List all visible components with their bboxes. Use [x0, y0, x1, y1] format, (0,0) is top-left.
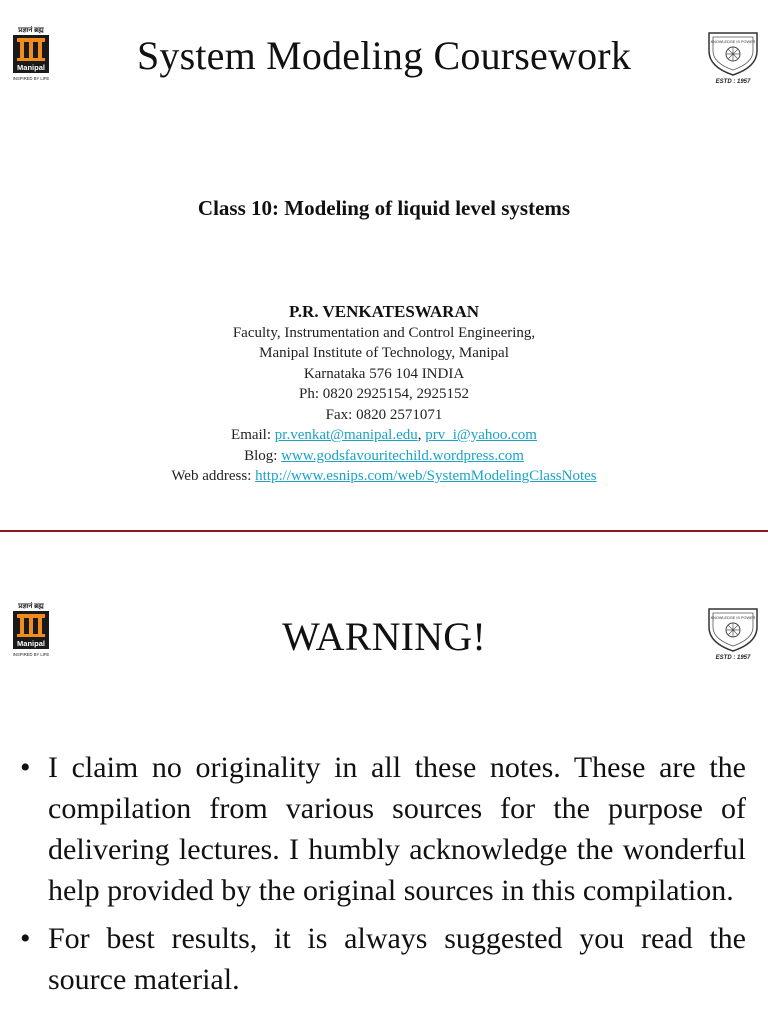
author-name: P.R. VENKATESWARAN — [288, 302, 480, 321]
email-link-primary[interactable]: pr.venkat@manipal.edu — [274, 427, 418, 443]
bullet-text: For best results, it is always suggested you read the source material. — [48, 922, 746, 996]
blog-label: Blog: — [244, 447, 282, 464]
class-subtitle: Class 10: Modeling of liquid level systems — [197, 196, 571, 220]
email-link-secondary[interactable]: prv_i@yahoo.com — [425, 427, 537, 443]
crest-motto-text: KNOWLEDGE IS POWER — [710, 616, 756, 620]
bullet-item — [20, 747, 746, 911]
author-web-line — [0, 466, 768, 487]
slide-title: System Modeling Coursework — [136, 33, 632, 78]
email-label: Email: — [231, 427, 275, 443]
bullet-item — [20, 918, 746, 1000]
blog-link[interactable]: www.godsfavouritechild.wordpress.com — [281, 447, 524, 464]
author-faculty: Faculty, Instrumentation and Control Engineering, — [232, 324, 536, 341]
author-fax: Fax: 0820 2571071 — [325, 406, 443, 423]
author-email-line — [0, 425, 768, 446]
logo-name-text: Manipal — [17, 639, 45, 648]
author-phone: Ph: 0820 2925154, 2925152 — [298, 386, 469, 402]
logo-name-text: Manipal — [17, 63, 45, 72]
crest-estd-text: ESTD : 1957 — [715, 79, 751, 85]
crest-motto-text: KNOWLEDGE IS POWER — [710, 40, 756, 44]
bullet-text: I claim no originality in all these notes. These are the compilation from various sources for the purpose of delivering lectures. I humbly acknowledge the wonderful help provided by the original sources in this compilation. — [48, 751, 746, 907]
author-location: Karnataka 576 104 INDIA — [303, 365, 465, 382]
web-link[interactable]: http://www.esnips.com/web/SystemModelingClassNotes — [255, 468, 597, 484]
institute-crest-icon — [705, 25, 761, 85]
logo-sanskrit-text: प्रज्ञानं ब्रह्म — [18, 602, 44, 610]
warning-slide — [0, 533, 768, 1024]
warning-title: WARNING! — [282, 614, 486, 659]
logo-tagline-text: INSPIRED BY LIFE — [12, 652, 50, 657]
author-institute: Manipal Institute of Technology, Manipal — [259, 345, 509, 361]
bullet-icon: • — [20, 751, 31, 784]
warning-bullet-list — [20, 747, 746, 1007]
institute-crest-icon — [705, 601, 761, 661]
author-info — [0, 302, 768, 487]
slide-divider — [0, 530, 768, 532]
web-label: Web address: — [171, 468, 256, 484]
author-blog-line — [0, 446, 768, 467]
logo-tagline-text: INSPIRED BY LIFE — [12, 76, 50, 81]
bullet-icon: • — [20, 922, 31, 955]
email-separator: , — [417, 427, 426, 443]
crest-estd-text: ESTD : 1957 — [715, 655, 751, 661]
logo-sanskrit-text: प्रज्ञानं ब्रह्म — [18, 26, 44, 34]
